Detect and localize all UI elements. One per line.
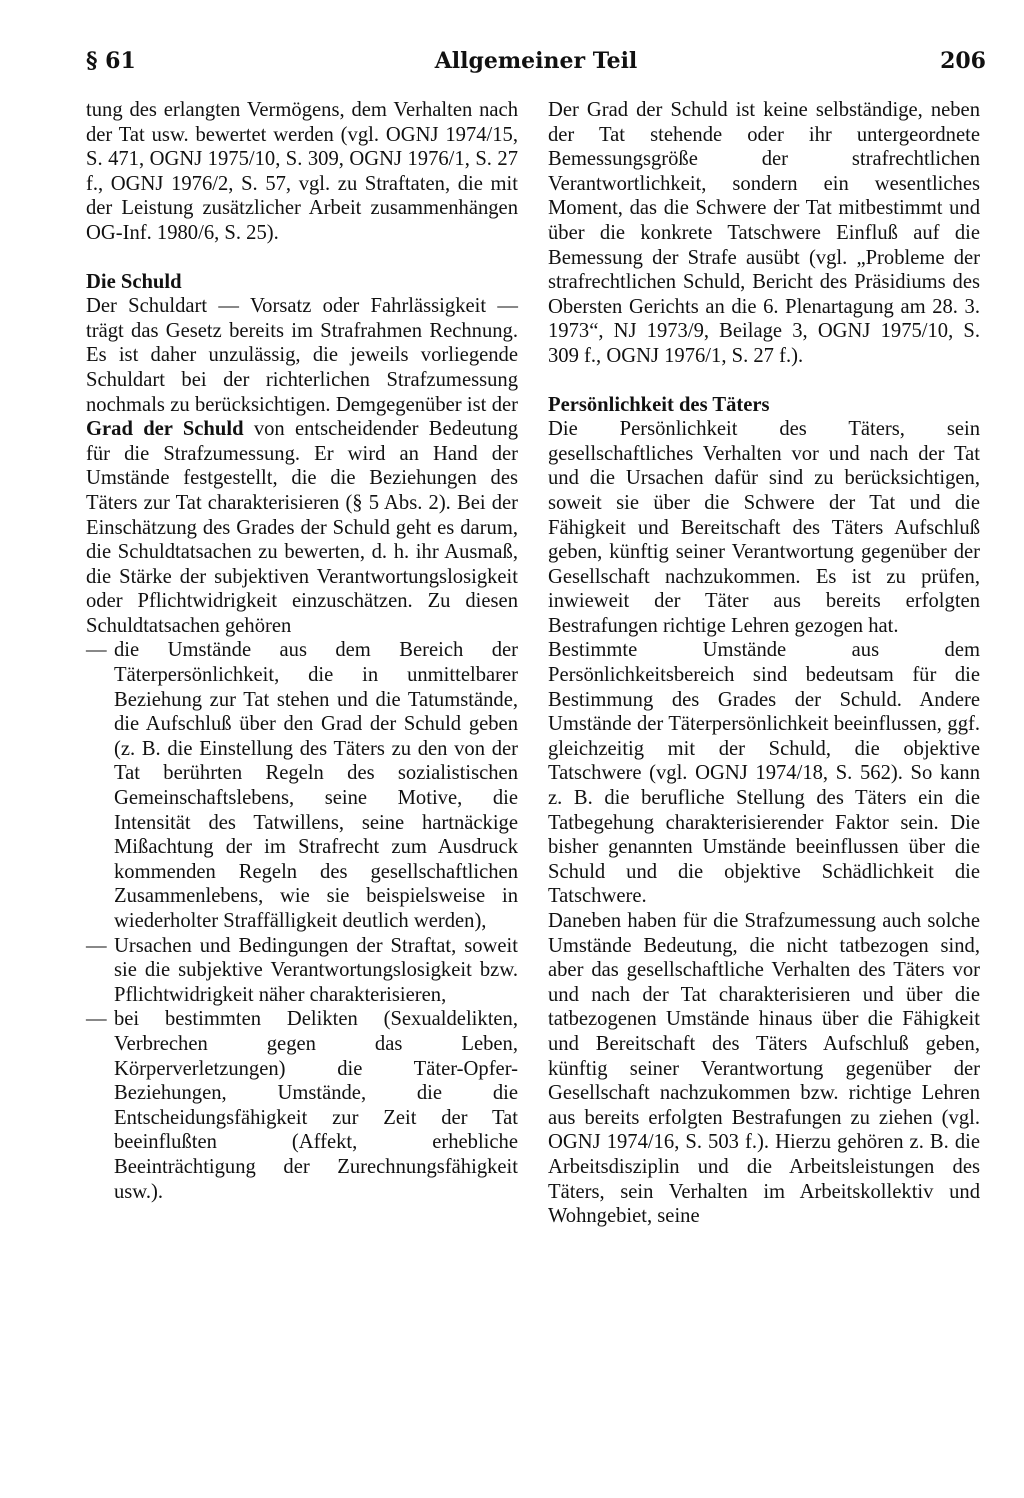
left-column xyxy=(86,98,518,1204)
grad-der-schuld-paragraph: Der Grad der Schuld ist keine selbständige, neben der Tat stehende oder ihr untergeordnete Bemessungsgröße der strafrechtlichen Verantwortlichkeit, sondern ein wesentliches Moment, das die Schwere der Tat mitbestimmt und über die konkrete Tatschwere Einfluß auf die Bemessung der Strafe ausübt (vgl. „Probleme der strafrechtlichen Schuld, Bericht des Präsidiums des Obersten Gerichts an die 6. Plenartagung am 28. 3. 1973“, NJ 1973/9, Beilage 3, OGNJ 1975/10, S. 309 f., OGNJ 1976/1, S. 27 f.). xyxy=(548,99,980,367)
dash-marker: — xyxy=(86,639,107,662)
schuld-text-part1: Der Schuldart — Vorsatz oder Fahrlässigkeit — trägt das Gesetz bereits im Strafrahmen Rechnung. Es ist daher unzulässig, die jeweils vorliegende Schuldart bei der richterlichen Strafzumessung nochmals zu berücksichtigen. Demgegenüber ist der xyxy=(86,295,518,416)
schuldtatsachen-list xyxy=(86,638,518,1204)
running-title: Allgemeiner Teil xyxy=(434,48,638,74)
list-item-text: Ursachen und Bedingungen der Straftat, soweit sie die subjektive Verantwortungslosigkeit bzw. Pflichtwidrigkeit näher charakterisieren, xyxy=(114,934,518,1006)
umstaende-paragraph: Bestimmte Umstände aus dem Persönlichkeitsbereich sind bedeutsam für die Bestimmung des Grades der Schuld. Andere Umstände der Täterpersönlichkeit beeinflussen, ggf. gleichzeitig mit der Schuld, die objektive Tatschwere (vgl. OGNJ 1974/18, S. 562). So kann z. B. die berufliche Stellung des Täters ein die Tatbegehung charakterisierender Faktor sein. Die bisher genannten Umstände beeinflussen über die Schuld und die objektive Schädlichkeit die Tatschwere. xyxy=(548,639,980,908)
section-number: § 61 xyxy=(86,48,136,74)
daneben-paragraph: Daneben haben für die Strafzumessung auch solche Umstände Bedeutung, die nicht tatbezogen sind, aber das gesellschaftliche Verhalten des Täters vor und nach der Tat charakterisieren und über die tatbezogenen Umstände hinaus über die Fähigkeit und Bereitschaft des Täters Aufschluß geben, künftig seiner Verantwortung gegenüber der Gesellschaft nachzukommen bzw. richtige Lehren aus bereits erfolgten Bestrafungen zu ziehen (vgl. OGNJ 1974/16, S. 503 f.). Hierzu gehören z. B. die Arbeitsdisziplin und die Arbeitsleistungen des Täters, sein Verhalten im Arbeitskollektiv und Wohngebiet, seine xyxy=(548,910,980,1228)
list-item xyxy=(86,1007,518,1204)
heading-persoenlichkeit: Persönlichkeit des Täters xyxy=(548,393,770,416)
intro-paragraph: tung des erlangten Vermögens, dem Verhalten nach der Tat usw. bewertet werden (vgl. OGNJ 1974/15, S. 471, OGNJ 1975/10, S. 309, OGNJ 1976/1, S. 27 f., OGNJ 1976/2, S. 57, vgl. zu Straftaten, die mit der Leistung zusätzlicher Arbeit zusammenhängen OG-Inf. 1980/6, S. 25). xyxy=(86,99,518,244)
list-item-text: bei bestimmten Delikten (Sexualdelikten, Verbrechen gegen das Leben, Körperverletzungen) die Täter-Opfer-Beziehungen, Umstände, die die Entscheidungsfähigkeit zur Zeit der Tat beeinflußten (Affekt, erhebliche Beeinträchtigung der Zurechnungsfähigkeit usw.). xyxy=(114,1008,518,1203)
schuld-text-part2: von entscheidender Bedeutung für die Strafzumessung. Er wird an Hand der Umstände festgestellt, die die Beziehungen des Täters zur Tat charakterisieren (§ 5 Abs. 2). Bei der Einschätzung des Grades der Schuld geht es darum, die Schuldtatsachen zu bewerten, d. h. ihr Ausmaß, die Stärke der subjektiven Verantwortungslosigkeit oder Pflichtwidrigkeit einzuschätzen. Zu diesen Schuldtatsachen gehören xyxy=(86,418,519,637)
dash-marker: — xyxy=(86,1008,107,1031)
schuld-paragraph xyxy=(86,294,518,638)
list-item xyxy=(86,638,518,933)
right-column xyxy=(548,98,980,1229)
list-item xyxy=(86,934,518,1008)
heading-die-schuld: Die Schuld xyxy=(86,270,182,293)
persoenlichkeit-paragraph: Die Persönlichkeit des Täters, sein gesellschaftliches Verhalten vor und nach der Tat und die Ursachen dafür sind zu berücksichtigen, soweit sie über die Schwere der Tat und die Fähigkeit und Bereitschaft des Täters Aufschluß geben, künftig seiner Verantwortung gegenüber der Gesellschaft nachzukommen. Es ist zu prüfen, inwieweit der Täter aus bereits erfolgten Bestrafungen richtige Lehren gezogen hat. xyxy=(548,418,980,637)
page-number: 206 xyxy=(940,48,986,74)
grad-der-schuld-term: Grad der Schuld xyxy=(86,418,244,441)
dash-marker: — xyxy=(86,934,107,957)
list-item-text: die Umstände aus dem Bereich der Täterpersönlichkeit, die in unmittelbarer Beziehung zur Tat stehen und die Tatumstände, die Aufschluß über den Grad der Schuld geben (z. B. die Einstellung des Täters zu den von der Tat berührten Regeln des sozialistischen Gemeinschaftslebens, seine Motive, die Intensität des Tatwillens, seine hartnäckige Mißachtung der im Strafrecht zum Ausdruck kommenden Regeln des gesellschaftlichen Zusammenlebens, wie sie beispielsweise in wiederholter Straffälligkeit deutlich werden), xyxy=(114,639,518,932)
page-header xyxy=(86,44,986,78)
